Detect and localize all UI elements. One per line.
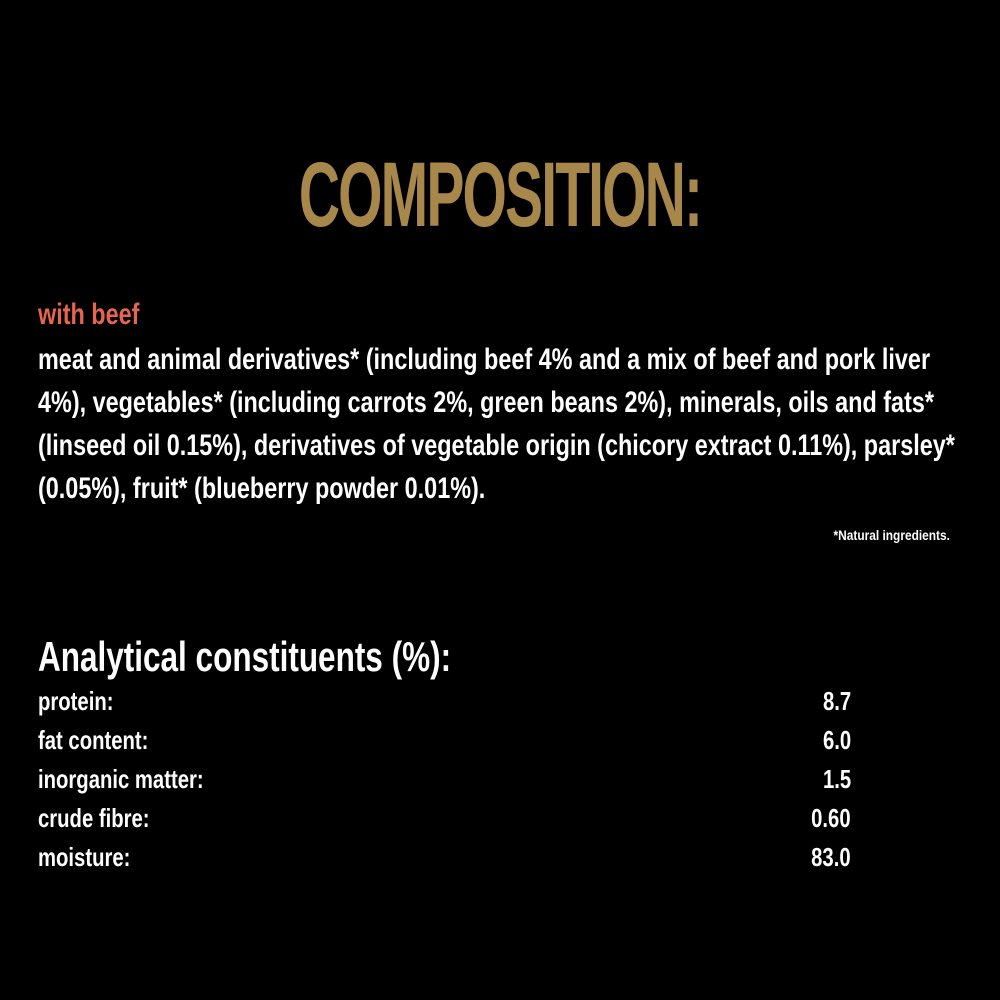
- constituent-label: protein:: [38, 686, 114, 716]
- page-title: COMPOSITION:: [298, 144, 702, 246]
- table-row: [38, 682, 851, 721]
- constituent-label: moisture:: [38, 842, 131, 872]
- table-row: [38, 760, 851, 799]
- table-row: [38, 799, 851, 838]
- ingredients-text: meat and animal derivatives* (including beef 4% and a mix of beef and pork liver 4%), vegetables* (including carrots 2%, green beans 2%), minerals, oils and fats* (linseed oil 0.15%), derivatives of vegetable origin (chicory extract 0.11%), parsley* (0.05%), fruit* (blueberry powder 0.01%).: [38, 343, 955, 505]
- variant-label: with beef: [38, 298, 140, 331]
- analytical-constituents-heading: Analytical constituents (%):: [38, 633, 452, 680]
- footnote: *Natural ingredients.: [833, 527, 950, 543]
- table-row: [38, 721, 851, 760]
- constituent-value: 83.0: [811, 842, 851, 872]
- constituent-label: fat content:: [38, 725, 149, 755]
- constituent-label: crude fibre:: [38, 803, 150, 833]
- constituent-value: 0.60: [811, 803, 851, 833]
- constituent-value: 6.0: [822, 725, 851, 755]
- constituent-label: inorganic matter:: [38, 764, 204, 794]
- constituent-value: 1.5: [822, 764, 851, 794]
- constituent-value: 8.7: [822, 686, 851, 716]
- constituents-table: [38, 682, 851, 877]
- table-row: [38, 838, 851, 877]
